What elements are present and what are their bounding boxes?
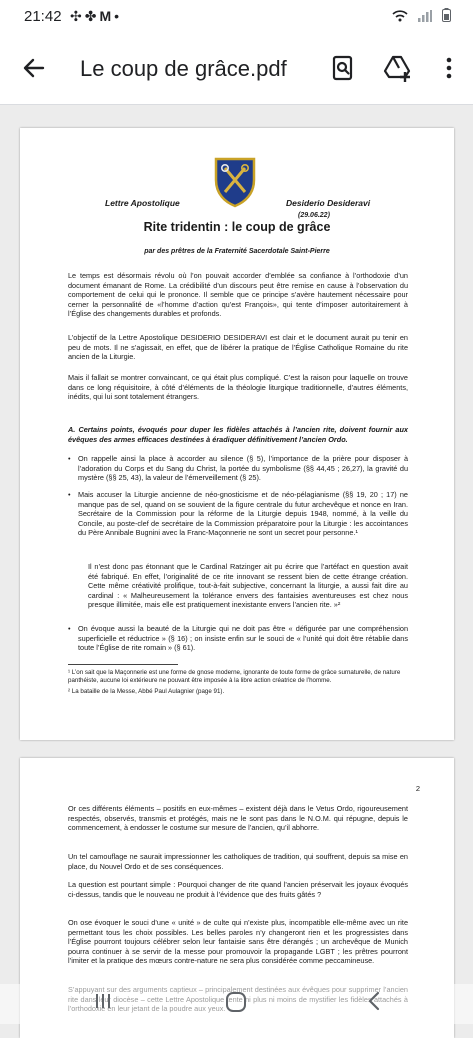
back-nav-icon	[364, 990, 386, 1012]
paragraph-convincing: Mais il fallait se montrer convaincant, ce qui était plus compliqué. C’est la raison pour laquelle on trouve dans ce long réquisitoire, à côté d’éléments de la théologie liturgique traditionnelle, d’autres éléments, inédits, qui lui sont totalement étrangers.	[68, 373, 408, 401]
indented-paragraph: Il n’est donc pas étonnant que le Cardinal Ratzinger ait pu écrire que l’artéfact en question avait été fabriqué. En effet, l’originalité de ce rite innovant se ressent bien de cette étrange création. Cette même créativité prolifique, tout-à-fait subjective, concernant la liturgie, a aussi fait dire au cardinal : « Malheureusement la tolérance envers des fantaisies aventureuses est chez nous presque illimitée, mais elle est pratiquement inexistante envers l’ancien rite. »²	[88, 562, 408, 609]
paragraph-intro: Le temps est désormais révolu où l’on pouvait accorder d’emblée sa confiance à l’orthodoxie d’un document émanant de Rome. La crédibilité d’un discours peut être remise en cause à l’observation du comportement de celui qui le prononce. Il semble que ce principe s’avère hautement nécessaire pour cerner la personnalité de «l’homme d’action qu’est François», qui tente d’imposer autoritairement à l’Église des changements durables et profonds.	[68, 271, 408, 318]
more-icon	[434, 53, 464, 83]
pinwheel-icon: ✣	[70, 8, 85, 24]
paragraph-objective: L’objectif de la Lettre Apostolique DESIDERIO DESIDERAVI est clair et le document aurait pu tenir en peu de mots. Il ne s’agissait, en effet, que de libérer la pratique de l’Église Catholique Romaine du rite ancien de la Liturgie.	[68, 333, 408, 361]
bullet-icon: •	[68, 490, 71, 499]
slack-icon: ✤	[84, 8, 100, 24]
section-a-heading: A. Certains points, évoqués pour duper les fidèles attachés à l’ancien rite, doivent fournir aux évêques des armes efficaces destinées à éradiquer définitivement l’ancien Ordo.	[68, 425, 408, 444]
paragraph: Or ces différents éléments – positifs en eux-mêmes – existent déjà dans le Vetus Ordo, rigoureusement respectés, observés, transmis et protégés, mais ne le sont pas dans le N.O.M. qui répugne, depuis le commencement, à endosser le costume sur mesure de l’ancien, qu’il abhorre.	[68, 804, 408, 832]
document-heading: Rite tridentin : le coup de grâce	[143, 220, 331, 234]
list-item	[68, 490, 408, 538]
document-title: Le coup de grâce.pdf	[80, 56, 287, 81]
page-number: 2	[415, 784, 420, 793]
paragraph: On ose évoquer le souci d’une « unité » de culte qui n’existe plus, incompatible elle-même avec un rite permettant tous les choix possibles. Les belles paroles n’y changeront rien et les progressistes dans l’Église pourront toujours célébrer selon leur fantaisie sans être dérangés ; un archevêque de Munich pourra continuer à se servir de la messe pour promouvoir la propagande LGBT ; les prêtres pourront l’imiter et la pratique des mœurs contre-nature ne sera plus considérée comme peccamineuse.	[68, 918, 408, 965]
back-icon	[18, 52, 50, 84]
paragraph: La question est pourtant simple : Pourquoi changer de rite quand l’ancien préservait les joyaux évoqués ci-dessus, tandis que le nouveau ne produit à l’évidence que des fruits gâtés ?	[68, 880, 408, 899]
drive-add-icon	[383, 53, 413, 83]
search-button[interactable]	[328, 53, 358, 83]
byline: par des prêtres de la Fraternité Sacerdotale Saint-Pierre	[144, 248, 330, 255]
coat-of-arms-icon	[213, 156, 257, 208]
home-button[interactable]	[224, 990, 248, 1020]
back-nav-button[interactable]	[364, 990, 386, 1018]
wifi-icon	[392, 9, 412, 25]
recents-icon	[92, 990, 114, 1012]
pdf-page-1	[20, 128, 454, 740]
list-item-text: On évoque aussi la beauté de la Liturgie qui ne doit pas être « défigurée par une compréhension superficielle et réductrice » (§ 16) ; on insiste enfin sur le souci de « l’unité qui doit être rétablie dans toute l’Église de rite romain » (§ 61).	[78, 624, 408, 652]
add-to-drive-button[interactable]	[383, 53, 413, 83]
dot-icon: •	[114, 8, 123, 24]
signal-icon	[418, 9, 436, 25]
recents-button[interactable]	[92, 990, 114, 1018]
gmail-icon: M	[99, 8, 115, 24]
footnote-divider	[68, 664, 178, 665]
navigation-bar	[0, 984, 473, 1024]
paragraph: Un tel camouflage ne saurait impressionner les catholiques de tradition, qui souffrent, depuis sa mise en place, du Nouvel Ordo et de ses conséquences.	[68, 852, 408, 871]
home-icon	[224, 990, 248, 1014]
list-item-text: Mais accuser la Liturgie ancienne de néo-gnosticisme et de néo-pélagianisme (§§ 19, 20 ; 17) ne manque pas de sel, quand on se souvient de la figure centrale du futur archevêque et nonce en Iran. Secrétaire de la Commission pour la réforme de la Liturgie depuis 1948, nommé, à la veille du Concile, au poste-clef de secrétaire de la Commission préparatoire pour la Liturgie : les accointances du Père Annibale Bugnini avec la Franc-Maçonnerie ne sont un secret pour personne.¹	[78, 490, 408, 537]
battery-icon	[442, 9, 451, 25]
list-item-text: On rappelle ainsi la place à accorder au silence (§ 5), l’importance de la prière pour disposer à l’adoration du Corps et du Sang du Christ, la portée du symbolisme (§§ 44,45 ; 26,27), la gravité du mystère (§§ 25, 43), la valeur de l’émerveillement (§ 25).	[78, 454, 408, 482]
app-bar	[0, 36, 473, 105]
footnote-1: ¹ L’on sait que la Maçonnerie est une forme de gnose moderne, ignorante de toute forme de grâce surnaturelle, de nature panthéiste, aucune loi extérieure ne pouvant être imposée à la libre action créatrice de l’homme.	[68, 669, 401, 684]
status-bar	[0, 0, 473, 36]
header-date: (29.06.22)	[298, 212, 330, 219]
more-options-button[interactable]	[434, 53, 464, 83]
footnote-2: ² La bataille de la Messe, Abbé Paul Aulagnier (page 91).	[68, 688, 225, 695]
search-icon	[328, 53, 358, 83]
header-left: Lettre Apostolique	[105, 198, 180, 208]
notification-icons	[70, 8, 122, 25]
list-item	[68, 454, 408, 483]
status-time: 21:42	[24, 8, 62, 25]
bullet-icon: •	[68, 624, 71, 633]
header-right: Desiderio Desideravi	[286, 198, 371, 208]
back-button[interactable]	[18, 52, 50, 84]
system-icons	[386, 8, 451, 25]
bullet-icon: •	[68, 454, 71, 463]
list-item	[68, 624, 408, 653]
